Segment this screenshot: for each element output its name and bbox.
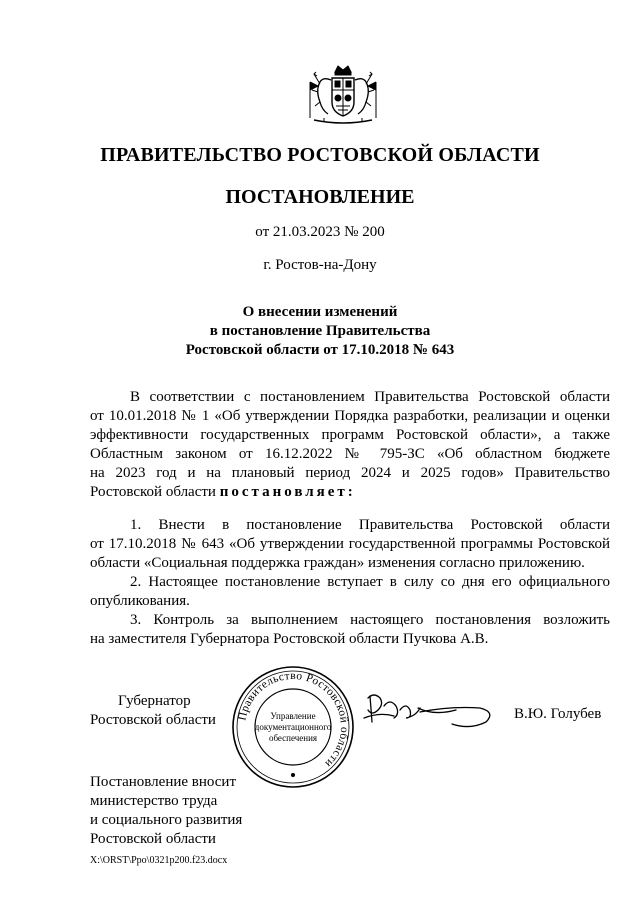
item-line: области «Социальная поддержка граждан» изменения согласно приложению. xyxy=(90,555,585,571)
official-stamp xyxy=(230,664,356,790)
subject-line: в постановление Правительства xyxy=(209,323,431,339)
item-1 xyxy=(90,516,610,573)
resolves-word: постановляет: xyxy=(219,484,356,500)
item-line: на заместителя Губернатора Ростовской области Пучкова А.В. xyxy=(90,631,489,647)
submitted-by-line: министерство труда xyxy=(90,793,218,809)
date-number: от 21.03.2023 № 200 xyxy=(255,224,385,240)
document-subject xyxy=(0,303,640,360)
stamp-inner-line: документационного xyxy=(254,722,332,732)
subject-line: О внесении изменений xyxy=(242,304,398,320)
file-path: X:\ORST\Ppo\0321p200.f23.docx xyxy=(90,855,228,866)
preamble-line: В соответствии с постановлением Правительства Ростовской области xyxy=(130,389,610,405)
stamp-outer-text: Правительство Ростовской области xyxy=(236,669,351,770)
city: г. Ростов-на-Дону xyxy=(263,257,377,273)
submitted-by-line: Ростовской области xyxy=(90,831,216,847)
government-name: ПРАВИТЕЛЬСТВО РОСТОВСКОЙ ОБЛАСТИ xyxy=(100,144,540,166)
coat-of-arms-icon xyxy=(302,62,384,126)
handwritten-signature xyxy=(360,688,500,732)
item-line: 3. Контроль за выполнением настоящего постановления возложить xyxy=(130,612,610,628)
preamble-prefix: Ростовской области xyxy=(90,484,220,500)
stamp-inner-line: обеспечения xyxy=(268,733,318,743)
preamble-paragraph xyxy=(90,388,610,502)
submitted-by-line: Постановление вносит xyxy=(90,774,237,790)
signatory-name: В.Ю. Голубев xyxy=(514,706,602,722)
document-type: ПОСТАНОВЛЕНИЕ xyxy=(225,186,415,208)
item-line: 2. Настоящее постановление вступает в силу со дня его официального xyxy=(130,574,610,590)
subject-line: Ростовской области от 17.10.2018 № 643 xyxy=(185,342,455,358)
preamble-line xyxy=(90,483,610,502)
signatory-title-line: Губернатор xyxy=(118,693,191,709)
stamp-inner-line: Управление xyxy=(270,711,316,721)
signatory-title xyxy=(90,692,216,730)
preamble-line: эффективности государственных программ Ростовской области», а также xyxy=(90,427,610,443)
preamble-line: от 10.01.2018 № 1 «Об утверждении Порядка разработки, реализации и оценки xyxy=(90,408,610,424)
preamble-line: на 2023 год и на плановый период 2024 и 2025 годов» Правительство xyxy=(90,465,610,481)
item-line: опубликования. xyxy=(90,593,190,609)
submitted-by-line: и социального развития xyxy=(90,812,243,828)
item-2 xyxy=(90,573,610,611)
signatory-title-line: Ростовской области xyxy=(90,712,216,728)
item-line: 1. Внести в постановление Правительства Ростовской области xyxy=(130,517,610,533)
preamble-line: Областным законом от 16.12.2022 № 795-ЗС «Об областном бюджете xyxy=(90,446,610,462)
item-line: от 17.10.2018 № 643 «Об утверждении государственной программы Ростовской xyxy=(90,536,610,552)
submitted-by xyxy=(90,773,242,849)
item-3 xyxy=(90,611,610,649)
